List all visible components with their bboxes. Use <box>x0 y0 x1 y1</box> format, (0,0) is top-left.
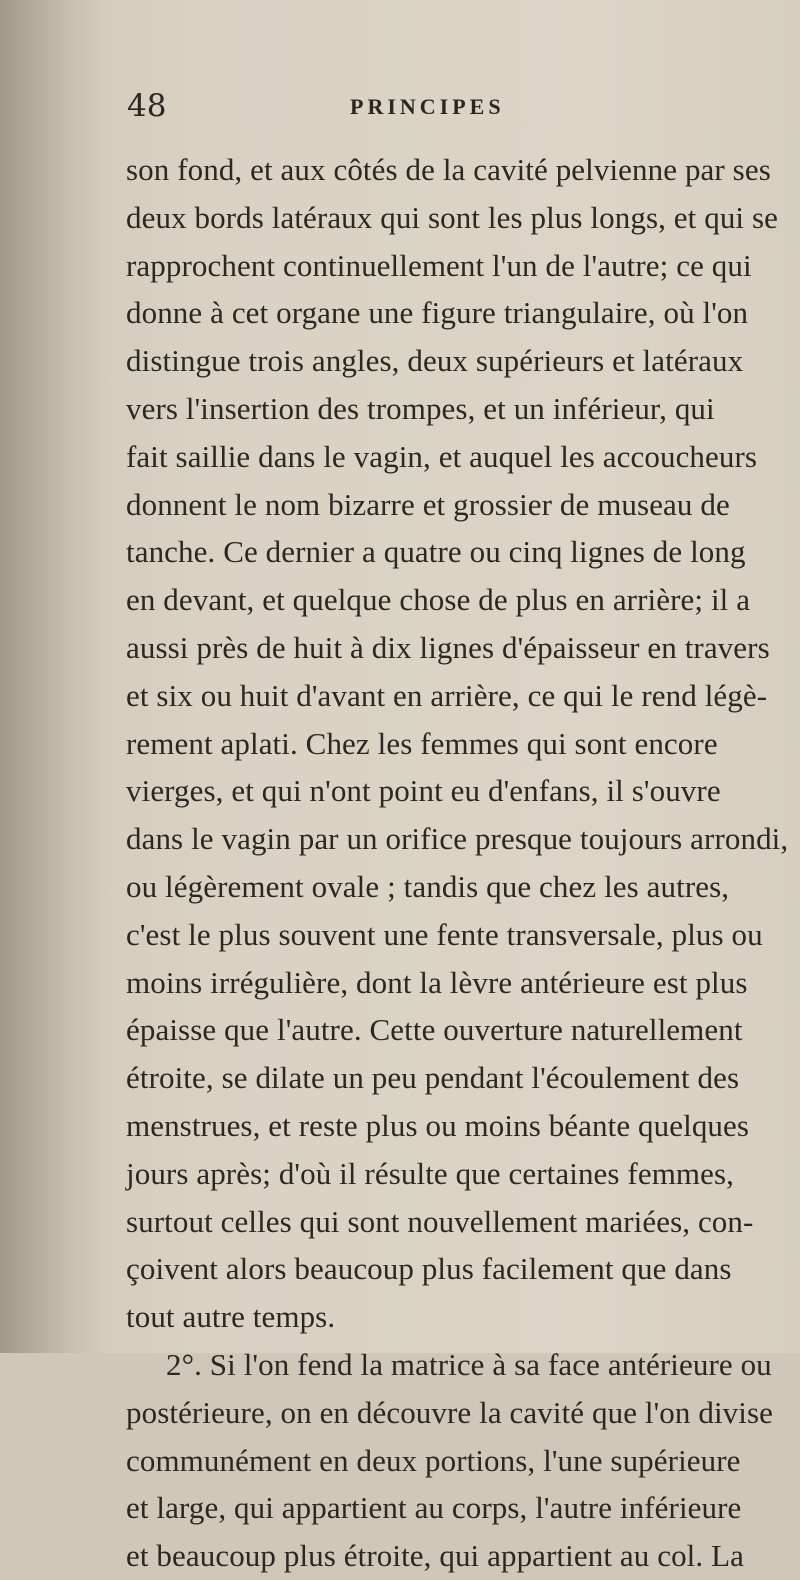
text-line: tanche. Ce dernier a quatre ou cinq lignes de long <box>126 534 746 570</box>
text-line: et large, qui appartient au corps, l'autre inférieure <box>126 1490 742 1526</box>
text-line: rapprochent continuellement l'un de l'autre; ce qui <box>126 247 752 283</box>
body-text <box>126 146 789 1580</box>
text-line: son fond, et aux côtés de la cavité pelvienne par ses <box>126 152 771 187</box>
text-line: ou légèrement ovale ; tandis que chez les autres, <box>126 868 730 904</box>
text-line: et beaucoup plus étroite, qui appartient au col. La <box>126 1538 744 1574</box>
text-line: c'est le plus souvent une fente transversale, plus ou <box>126 916 763 952</box>
text-line: çoivent alors beaucoup plus facilement que dans <box>126 1251 732 1287</box>
text-line: étroite, se dilate un peu pendant l'écoulement des <box>126 1060 740 1096</box>
text-line: distingue trois angles, deux supérieurs et latéraux <box>126 343 744 379</box>
page-header <box>0 88 800 128</box>
text-line: vers l'insertion des trompes, et un inférieur, qui <box>126 390 715 426</box>
running-head: PRINCIPES <box>350 94 505 119</box>
text-line: surtout celles qui sont nouvellement mariées, con- <box>126 1203 754 1239</box>
text-line: en devant, et quelque chose de plus en arrière; il a <box>126 582 751 618</box>
text-line: fait saillie dans le vagin, et auquel les accoucheurs <box>126 438 758 474</box>
text-line: moins irrégulière, dont la lèvre antérieure est plus <box>126 964 748 1000</box>
text-line: donnent le nom bizarre et grossier de museau de <box>126 486 730 522</box>
text-line: deux bords latéraux qui sont les plus longs, et qui se <box>126 199 779 235</box>
text-line: jours après; d'où il résulte que certaines femmes, <box>126 1155 735 1191</box>
text-line: et six ou huit d'avant en arrière, ce qui le rend légè- <box>126 677 768 713</box>
text-line: dans le vagin par un orifice presque toujours arrondi, <box>126 821 789 857</box>
text-line: rement aplati. Chez les femmes qui sont encore <box>126 725 718 761</box>
paragraph-start-line: 2°. Si l'on fend la matrice à sa face antérieure ou <box>166 1346 772 1382</box>
page-number: 48 <box>127 88 167 124</box>
text-line: vierges, et qui n'ont point eu d'enfans, il s'ouvre <box>126 773 721 809</box>
text-line: aussi près de huit à dix lignes d'épaisseur en travers <box>126 629 770 665</box>
text-line: tout autre temps. <box>126 1299 336 1335</box>
text-line: menstrues, et reste plus ou moins béante quelques <box>126 1107 750 1143</box>
text-line: communément en deux portions, l'une supérieure <box>126 1442 741 1478</box>
page-edge-shadow <box>0 0 110 1353</box>
text-line: postérieure, on en découvre la cavité que l'on divise <box>126 1394 774 1430</box>
text-line: épaisse que l'autre. Cette ouverture naturellement <box>126 1012 743 1048</box>
text-line: donne à cet organe une figure triangulaire, où l'on <box>126 295 749 331</box>
